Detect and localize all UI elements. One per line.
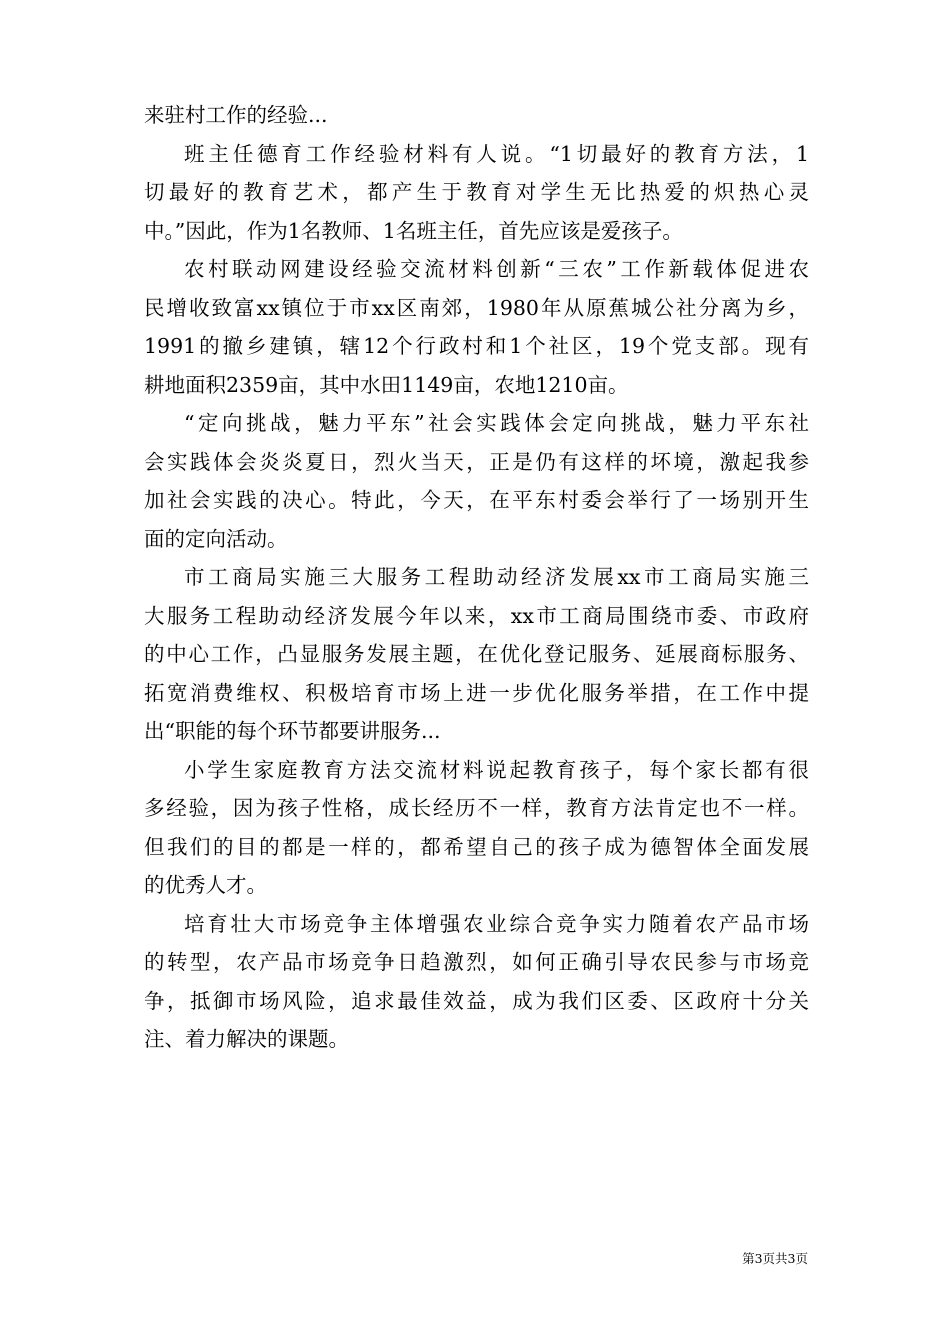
text-line: “定向挑战，魅力平东”社会实践体会定向挑战，魅力平东社	[184, 411, 809, 435]
text-line: 的中心工作，凸显服务发展主题，在优化登记服务、延展商标服务、	[144, 642, 809, 666]
text-line: 1991的撤乡建镇，辖12个行政村和1个社区，19个党支部。现有	[144, 334, 809, 358]
paragraph	[144, 135, 809, 251]
paragraph	[144, 751, 809, 905]
document-body	[144, 96, 809, 1059]
text-line: 加社会实践的决心。特此，今天，在平东村委会举行了一场别开生	[144, 488, 809, 512]
text-line: 民增收致富xx镇位于市xx区南郊，1980年从原蕉城公社分离为乡，	[144, 295, 809, 320]
paragraph	[144, 558, 809, 751]
text-line: 争，抵御市场风险，追求最佳效益，成为我们区委、区政府十分关	[144, 988, 809, 1013]
paragraph	[144, 905, 809, 1059]
page-number-footer: 第3页共3页	[742, 1251, 808, 1266]
text-line: 的转型，农产品市场竞争日趋激烈，如何正确引导农民参与市场竞	[144, 950, 809, 974]
text-line: 培育壮大市场竞争主体增强农业综合竞争实力随着农产品市场	[184, 911, 809, 936]
text-line: 小学生家庭教育方法交流材料说起教育孩子，每个家长都有很	[184, 757, 809, 782]
text-line: 耕地面积2359亩，其中水田1149亩，农地1210亩。	[144, 372, 629, 397]
text-line: 会实践体会炎炎夏日，烈火当天，正是仍有这样的坏境，激起我参	[144, 449, 809, 474]
text-line: 但我们的目的都是一样的，都希望自己的孩子成为德智体全面发展	[144, 834, 809, 859]
text-line: 班主任德育工作经验材料有人说。“1切最好的教育方法，1	[184, 141, 809, 166]
text-line: 拓宽消费维权、积极培育市场上进一步优化服务举措，在工作中提	[144, 680, 809, 705]
paragraph	[144, 96, 809, 135]
text-line: 切最好的教育艺术，都产生于教育对学生无比热爱的炽热心灵	[144, 180, 809, 204]
text-line: 中。”因此，作为1名教师、1名班主任，首先应该是爱孩子。	[144, 218, 683, 243]
text-line: 多经验，因为孩子性格，成长经历不一样，教育方法肯定也不一样。	[144, 796, 809, 820]
text-line: 农村联动网建设经验交流材料创新“三农”工作新载体促进农	[184, 257, 809, 281]
text-line: 市工商局实施三大服务工程助动经济发展xx市工商局实施三	[184, 565, 809, 589]
text-line: 出“职能的每个环节都要讲服务...	[144, 719, 441, 743]
text-line: 大服务工程助动经济发展今年以来，xx市工商局围绕市委、市政府	[144, 603, 809, 628]
text-line: 面的定向活动。	[144, 526, 288, 551]
paragraph	[144, 404, 809, 558]
text-line: 来驻村工作的经验...	[144, 103, 328, 127]
text-line: 的优秀人才。	[144, 873, 267, 897]
paragraph	[144, 250, 809, 404]
text-line: 注、着力解决的课题。	[144, 1027, 349, 1051]
